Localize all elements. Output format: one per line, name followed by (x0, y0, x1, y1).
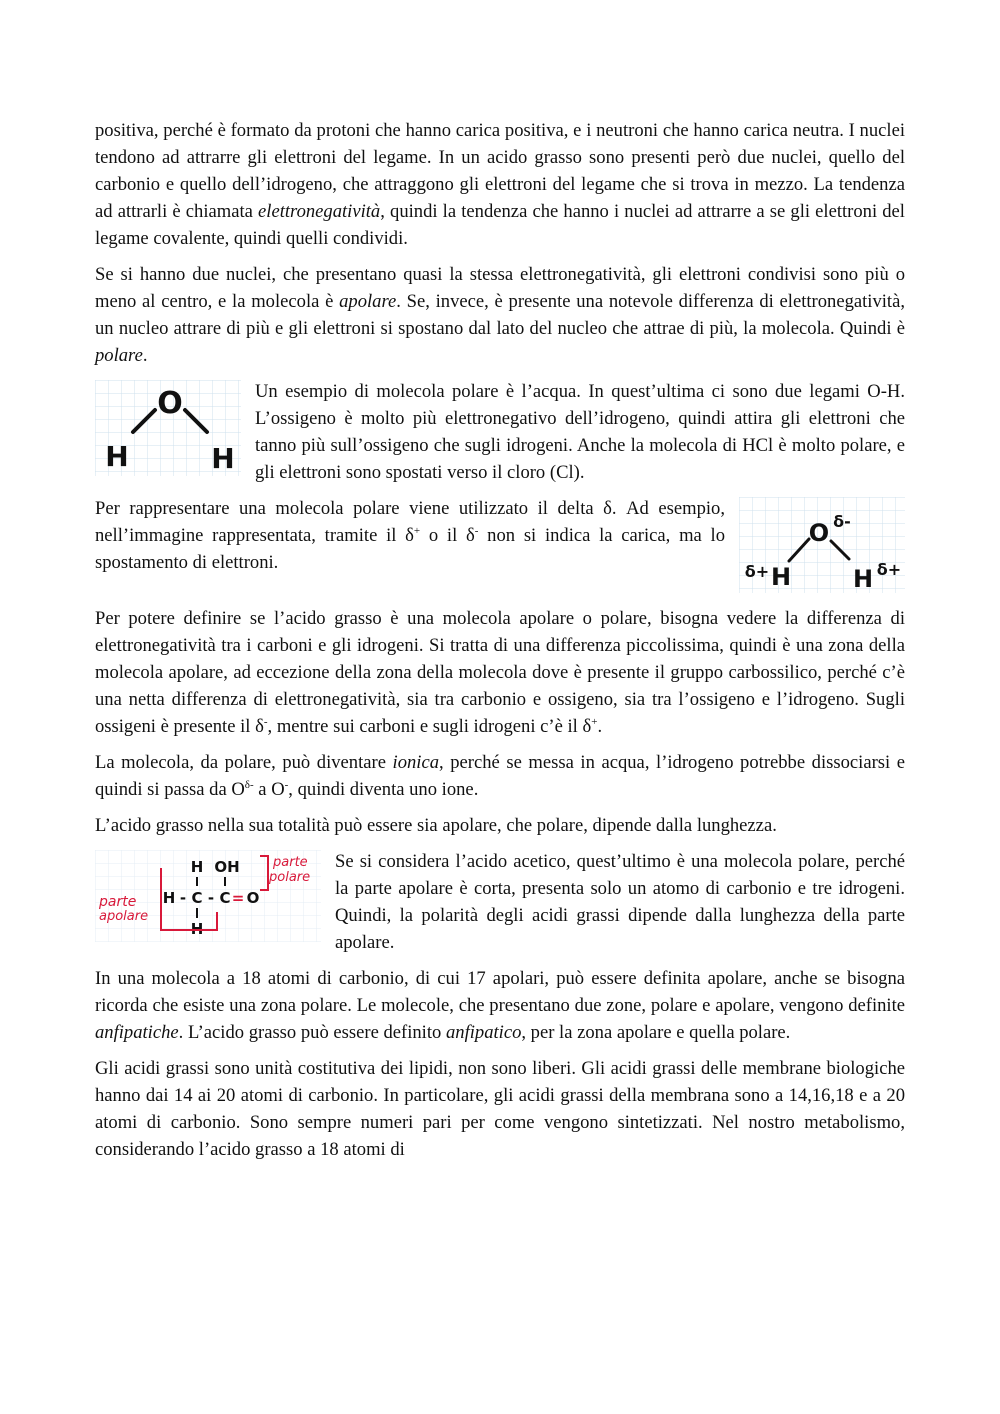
text: . L’acido grasso può essere definito (178, 1022, 446, 1043)
oxygen-atom: O (246, 889, 260, 907)
partial-charge-oxygen: δ- (833, 512, 851, 531)
text: La molecola, da polare, può diventare (95, 752, 393, 773)
emphasis-text: polare (95, 345, 143, 366)
text: non si indica la carica, ma lo spostamento di elettroni. (95, 525, 725, 573)
superscript: δ- (244, 778, 254, 791)
paragraph-8: Se si considera l’acido acetico, quest’ultimo è una molecola polare, perché la parte apolare è corta, presenta solo un atomo di carbonio e tre idrogeni. Quindi, la polarità degli acidi grassi dipende dalla lunghezza della parte apolare. (335, 851, 905, 953)
hydrogen-atom-left: H (770, 563, 792, 591)
hydrogen-atom-right: H (211, 442, 235, 475)
text: , per la zona apolare e quella polare. (521, 1022, 791, 1043)
text: Per rappresentare una molecola polare viene utilizzato il delta δ. Ad esempio, nell’immagine rappresentata, tramite il δ (95, 498, 725, 546)
paragraph-3: Un esempio di molecola polare è l’acqua. In quest’ultima ci sono due legami O-H. L’ossigeno è molto più elettronegativo dell’idrogeno, quindi attira gli elettroni che tanno più sull’ossigeno che sugli idrogeni. Anche la molecola di HCl è molto polare, e gli elettroni sono spostati verso il cloro (Cl). (255, 381, 905, 483)
text: In una molecola a 18 atomi di carbonio, di cui 17 apolari, può essere definita apolare, anche se bisogna ricorda che esiste una zona polare. Le molecole, che presentano due zone, polare e apolare, vengono definite (95, 968, 905, 1016)
carbon-atom-1: C (191, 889, 203, 907)
text: , quindi la tendenza che hanno i nuclei ad attrarre a se gli elettroni del legame covalente, quindi quelli condividi. (95, 201, 905, 249)
emphasis-text: ionica (392, 752, 440, 773)
emphasis-text: apolare (339, 291, 397, 312)
superscript: - (474, 524, 479, 537)
hydrogen-atom-left: H (105, 440, 129, 473)
oxygen-atom: O (157, 386, 183, 421)
polar-water-drawing (739, 497, 905, 593)
emphasis-text: anfipatico (445, 1022, 522, 1043)
emphasis-text: anfipatiche (95, 1022, 179, 1043)
text: , perché se messa in acqua, l’idrogeno potrebbe dissociarsi e quindi si passa da O (95, 752, 905, 800)
label-apolar-part-line1: parte (99, 894, 137, 910)
text: . Se, invece, è presente una notevole differenza di elettronegatività, un nucleo attrare di più e gli elettroni si spostano dal lato del nucleo che attrae di più, la molecola. Quindi è (95, 291, 905, 339)
superscript: - (284, 778, 289, 791)
partial-charge-hydrogen-left: δ+ (744, 562, 770, 581)
superscript: + (591, 715, 598, 728)
document-page (95, 117, 905, 1172)
text: . (142, 345, 148, 366)
text: , quindi diventa uno ione. (288, 779, 479, 800)
text: positiva, perché è formato da protoni che hanno carica positiva, e i neutroni che hanno carica neutra. I nuclei tendono ad attrarre gli elettroni del legame. In un acido grasso sono presenti però due nuclei, quello del carbonio e quello dell’idrogeno, che attraggono gli elettroni del legame che si trova in mezzo. La tendenza ad attrarli è chiamata (95, 120, 905, 222)
double-bond: = (231, 889, 245, 907)
partial-charge-hydrogen-right: δ+ (876, 560, 902, 579)
atom-h-left: H (162, 889, 176, 907)
superscript: + (413, 524, 421, 537)
paragraph-5 (95, 605, 905, 740)
paragraph-7: L’acido grasso nella sua totalità può essere sia apolare, che polare, dipende dalla lunghezza. (95, 815, 777, 836)
carbon-atom-2: C (219, 889, 231, 907)
label-polar-part-line1: parte (273, 855, 308, 870)
bond-dash-1: - (179, 889, 187, 907)
bond-dash-2: - (207, 889, 215, 907)
paragraph-10: Gli acidi grassi sono unità costitutiva dei lipidi, non sono liberi. Gli acidi grassi delle membrane biologiche hanno dai 14 ai 20 atomi di carbonio. In particolare, gli acidi grassi della membrana sono a 14,16,18 e a 20 atomi di carbonio. Sono sempre numeri pari per come vengono sintetizzati. Nel nostro metabolismo, considerando l’acido grasso a 18 atomi di (95, 1058, 905, 1160)
atom-h-bottom: H (190, 920, 204, 938)
oxygen-atom: O (808, 519, 830, 547)
acetic-acid-drawing (95, 850, 321, 942)
text: Per potere definire se l’acido grasso è una molecola apolare o polare, bisogna vedere la differenza di elettronegatività tra i carboni e gli idrogeni. Si tratta di una differenza piccolissima, quindi è una zona della molecola apolare, ad eccezione della zona della molecola dove è presente il gruppo carbossilico, perché c’è una netta differenza di elettronegatività, sia tra carbonio e ossigeno, sia tra l’ossigeno e l’idrogeno. Sugli ossigeni è presente il δ (95, 608, 905, 737)
acetic-acid-figure (95, 850, 321, 950)
water-molecule-figure (95, 380, 241, 484)
polar-water-figure (739, 497, 905, 601)
paragraph-6 (95, 749, 905, 803)
paragraph-2 (95, 261, 905, 369)
hydrogen-atom-right: H (852, 565, 874, 593)
text: , mentre sui carboni e sugli idrogeni c’è il δ (267, 716, 592, 737)
superscript: - (263, 715, 268, 728)
text: Se si hanno due nuclei, che presentano quasi la stessa elettronegatività, gli elettroni condivisi sono più o meno al centro, e la molecola è (95, 264, 905, 312)
label-apolar-part-line2: apolare (99, 909, 149, 924)
emphasis-text: elettronegatività (258, 201, 381, 222)
text: o il δ (420, 525, 475, 546)
text: . (597, 716, 603, 737)
paragraph-1 (95, 117, 905, 252)
label-polar-part-line2: polare (269, 870, 311, 885)
paragraph-9 (95, 965, 905, 1046)
atom-h-top: H (190, 858, 204, 876)
water-molecule-drawing (95, 380, 241, 476)
text: a O (253, 779, 285, 800)
atom-oh: OH (214, 858, 240, 876)
